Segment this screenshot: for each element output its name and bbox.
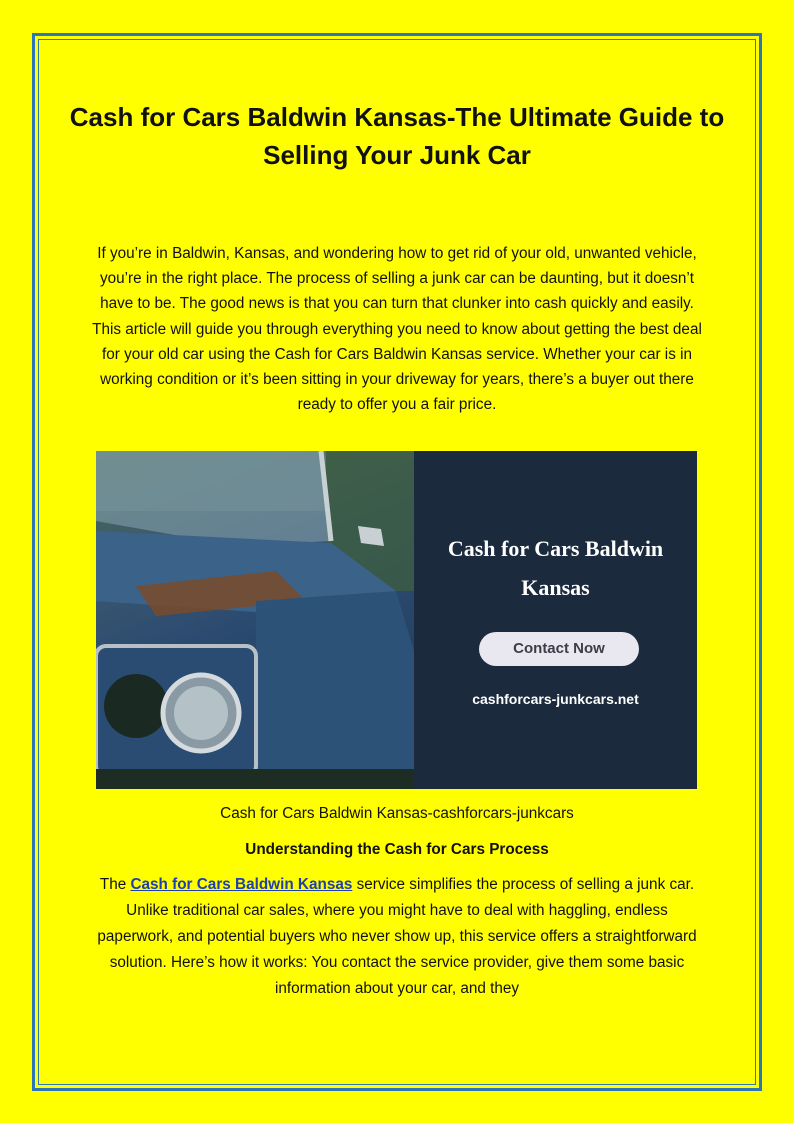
section-heading: Understanding the Cash for Cars Process <box>245 841 549 858</box>
contact-now-button[interactable]: Contact Now <box>479 632 639 666</box>
junk-car-photo <box>96 451 414 789</box>
intro-paragraph: If you’re in Baldwin, Kansas, and wondering how to get rid of your old, unwanted vehicle, you’re in the right place. The process of selling a junk car can be daunting, but it doesn’t have to be. The good news is that you can turn that clunker into cash quickly and easily. This article will guide you through everything you need to know about getting the best deal for your old car using the Cash for Cars Baldwin Kansas service. Whether your car is in working condition or it’s been sitting in your driveway for years, there’s a buyer out there ready to offer you a fair price. <box>92 245 702 414</box>
promo-banner-image <box>96 451 697 789</box>
paragraph-prefix: The <box>99 876 131 893</box>
banner-title: Cash for Cars Baldwin Kansas <box>447 536 664 600</box>
banner-panel <box>414 451 697 789</box>
section-paragraph <box>95 872 699 1002</box>
paragraph-body: service simplifies the process of selling a junk car. Unlike traditional car sales, where you might have to deal with haggling, endless paperwork, and potential buyers who never show up, this service offers a straightforward solution. Here’s how it works: You contact the service provider, give them some basic information about your car, and they <box>97 876 697 997</box>
cash-for-cars-link[interactable]: Cash for Cars Baldwin Kansas <box>130 876 353 893</box>
page-title: Cash for Cars Baldwin Kansas-The Ultimate Guide to Selling Your Junk Car <box>69 102 725 170</box>
image-caption: Cash for Cars Baldwin Kansas-cashforcars-junkcars <box>220 805 574 822</box>
banner-website: cashforcars-junkcars.net <box>472 691 639 707</box>
